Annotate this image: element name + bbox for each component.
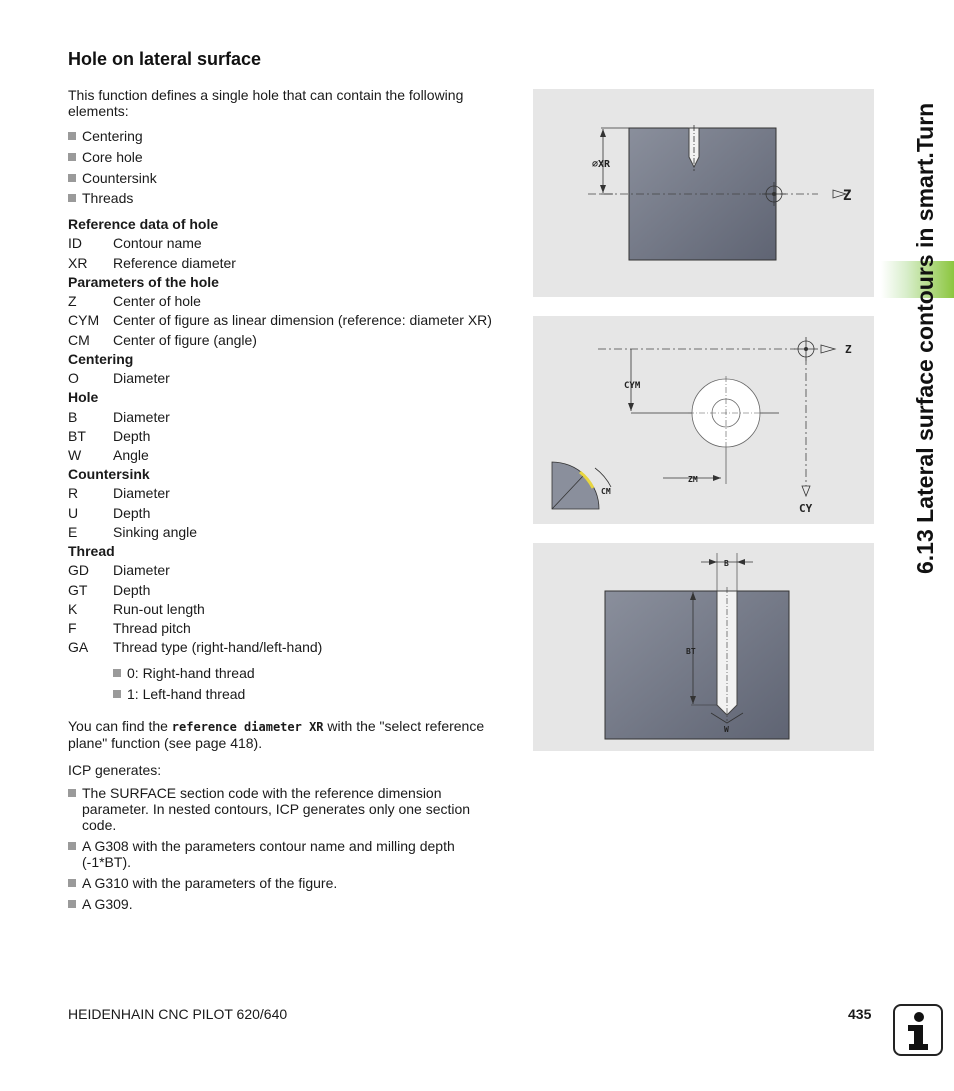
label-w: W xyxy=(724,725,729,734)
param-code: B xyxy=(68,409,78,425)
param-code: R xyxy=(68,485,79,501)
page-number: 435 xyxy=(848,1006,872,1022)
param-code: GA xyxy=(68,639,89,655)
param-code: CM xyxy=(68,332,90,348)
param-desc: Center of figure (angle) xyxy=(113,332,257,348)
label-cm: CM xyxy=(601,487,611,496)
param-code: E xyxy=(68,524,78,540)
param-code: BT xyxy=(68,428,86,444)
element-item-threads: Threads xyxy=(68,190,498,206)
page-title: Hole on lateral surface xyxy=(68,49,262,69)
thread-type-left: 1: Left-hand thread xyxy=(113,686,245,702)
reference-text-before: You can find the xyxy=(68,718,172,734)
param-code: K xyxy=(68,601,78,617)
param-code: GT xyxy=(68,582,88,598)
icp-item-g310: A G310 with the parameters of the figure. xyxy=(68,875,488,891)
label-cym: CYM xyxy=(624,381,641,391)
icp-item-g309: A G309. xyxy=(68,896,488,912)
label-zm: ZM xyxy=(688,475,698,484)
group-heading-countersink: Countersink xyxy=(68,466,150,482)
param-desc: Center of hole xyxy=(113,293,201,309)
param-desc: Contour name xyxy=(113,235,202,251)
param-code: XR xyxy=(68,255,88,271)
reference-code: reference diameter XR xyxy=(171,720,324,734)
param-desc: Center of figure as linear dimension (reference: diameter XR) xyxy=(113,312,492,328)
icp-item-g308: A G308 with the parameters contour name and milling depth (-1*BT). xyxy=(68,838,488,870)
param-code: O xyxy=(68,370,79,386)
label-cy: CY xyxy=(799,502,813,515)
param-code: U xyxy=(68,505,79,521)
label-z: Z xyxy=(843,188,852,204)
param-desc: Diameter xyxy=(113,562,170,578)
info-icon xyxy=(893,1004,943,1056)
label-bt: BT xyxy=(686,647,696,656)
param-code: W xyxy=(68,447,82,463)
group-heading-thread: Thread xyxy=(68,543,115,559)
param-code: CYM xyxy=(68,312,100,328)
group-heading-reference: Reference data of hole xyxy=(68,216,219,232)
param-desc: Diameter xyxy=(113,485,170,501)
param-desc: Depth xyxy=(113,582,151,598)
element-item-countersink: Countersink xyxy=(68,170,498,186)
thread-type-right: 0: Right-hand thread xyxy=(113,665,255,681)
param-desc: Diameter xyxy=(113,370,170,386)
param-desc: Sinking angle xyxy=(113,524,198,540)
label-b: B xyxy=(724,559,729,568)
intro-paragraph: This function defines a single hole that can contain the following elements: xyxy=(68,87,464,119)
reference-paragraph xyxy=(68,718,508,751)
workpiece-shape xyxy=(605,591,789,739)
param-desc: Depth xyxy=(113,505,151,521)
param-desc: Reference diameter xyxy=(113,255,236,271)
figure-hole-front-view xyxy=(533,316,874,524)
label-xr: ⌀XR xyxy=(592,159,611,170)
icp-item-surface: The SURFACE section code with the reference dimension parameter. In nested contours, ICP generates only one section code. xyxy=(68,785,488,833)
param-desc: Angle xyxy=(113,447,149,463)
figure-hole-side-view xyxy=(533,89,874,297)
label-z: Z xyxy=(845,343,852,356)
param-code: Z xyxy=(68,293,77,309)
param-code: ID xyxy=(68,235,82,251)
reference-text-after: with the "select reference plane" function (see page 418). xyxy=(68,718,485,751)
param-code: GD xyxy=(68,562,89,578)
footer-product: HEIDENHAIN CNC PILOT 620/640 xyxy=(68,1006,288,1022)
figure-hole-section xyxy=(533,543,874,751)
chapter-title: 6.13 Lateral surface contours in smart.Turn xyxy=(912,102,938,574)
group-heading-parameters: Parameters of the hole xyxy=(68,274,219,290)
param-desc: Run-out length xyxy=(113,601,205,617)
param-desc: Depth xyxy=(113,428,151,444)
param-desc: Thread pitch xyxy=(113,620,191,636)
param-desc: Thread type (right-hand/left-hand) xyxy=(113,639,323,655)
group-heading-hole: Hole xyxy=(68,389,99,405)
param-code: F xyxy=(68,620,77,636)
element-item-centering: Centering xyxy=(68,128,498,144)
icp-label: ICP generates: xyxy=(68,762,162,778)
group-heading-centering: Centering xyxy=(68,351,134,367)
param-desc: Diameter xyxy=(113,409,170,425)
element-item-core-hole: Core hole xyxy=(68,149,498,165)
